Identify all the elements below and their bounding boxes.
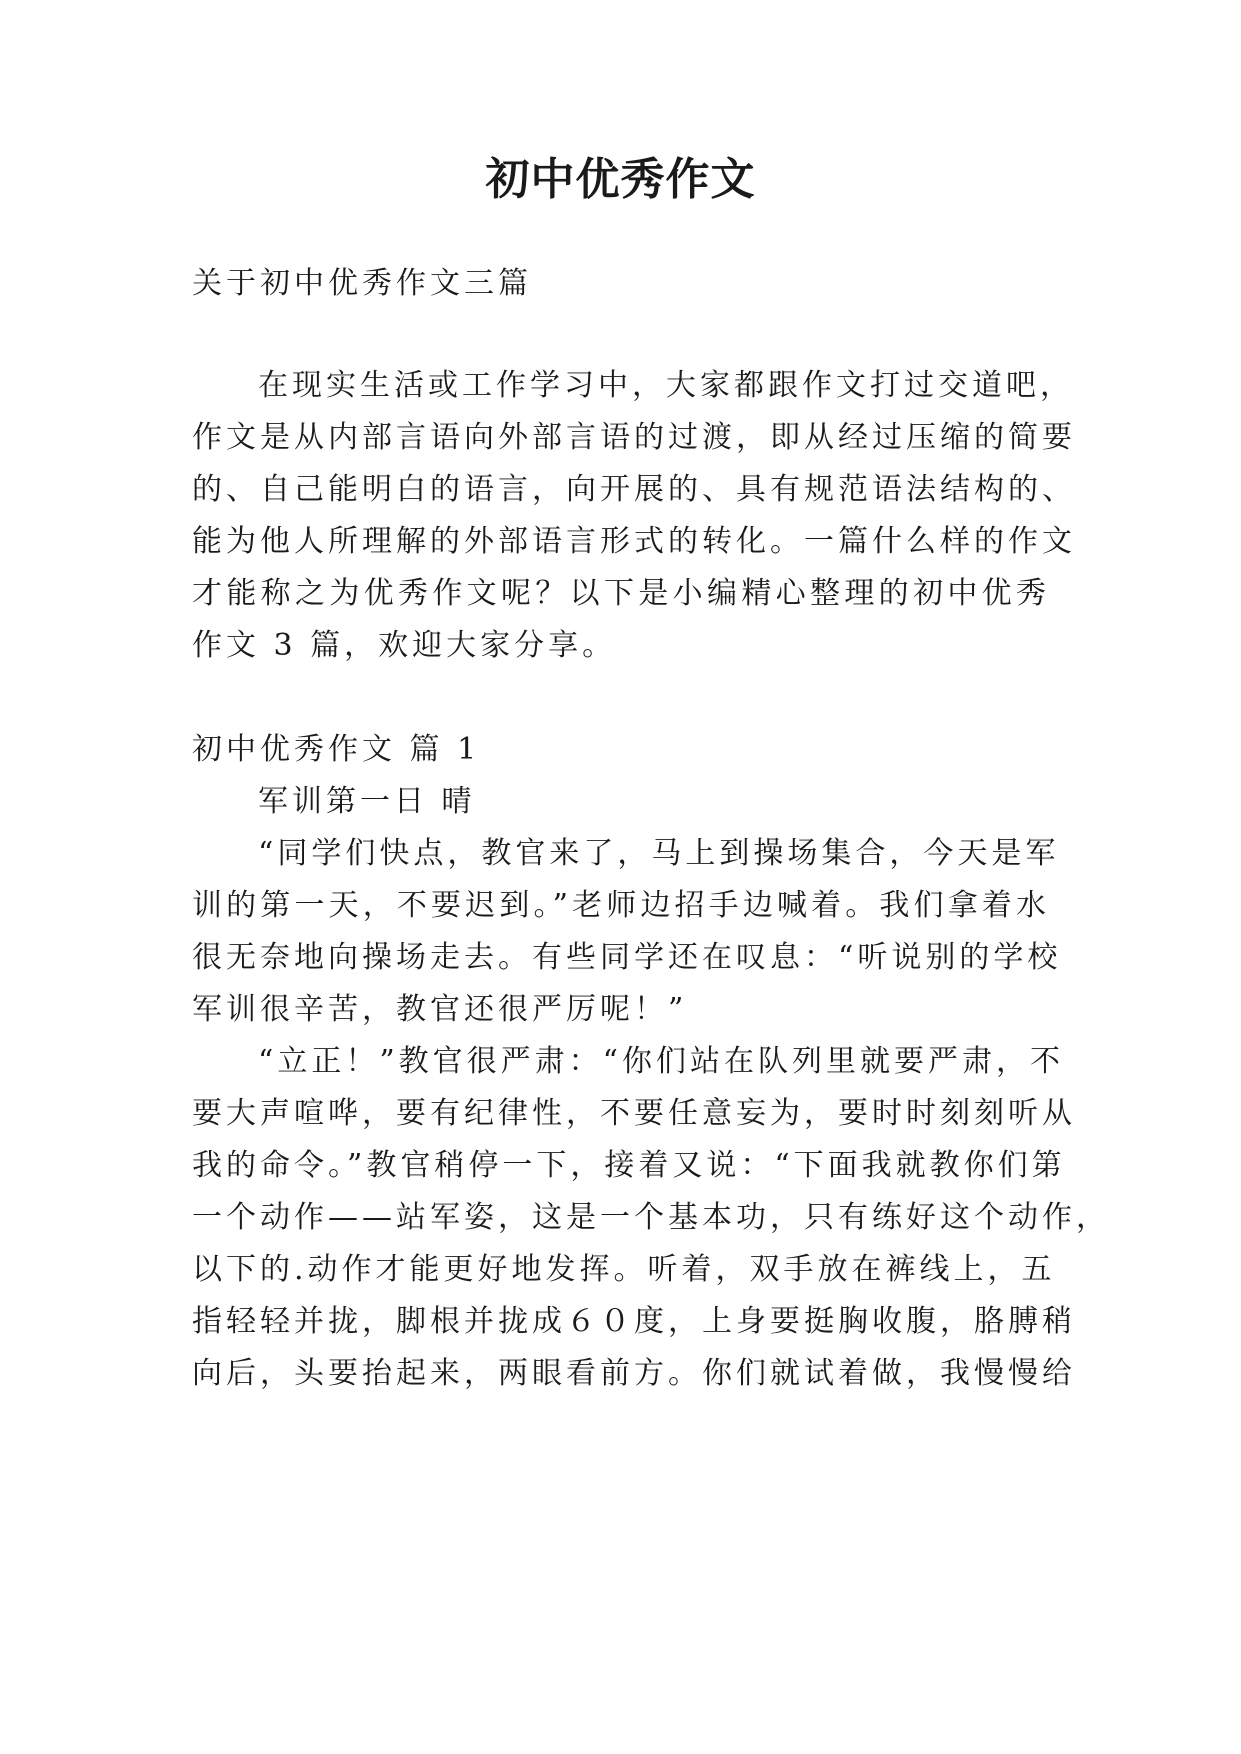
body-line: 很无奈地向操场走去。有些同学还在叹息：“听说别的学校 <box>192 940 1062 975</box>
intro-line: 在现实生活或工作学习中，大家都跟作文打过交道吧， <box>258 368 1074 403</box>
body-line: 向后，头要抬起来，两眼看前方。你们就试着做，我慢慢给 <box>192 1356 1076 1391</box>
section-heading: 初中优秀作文 篇 1 <box>192 732 481 767</box>
intro-line: 能为他人所理解的外部语言形式的转化。一篇什么样的作文 <box>192 524 1076 559</box>
body-line: 军训很辛苦，教官还很严厉呢！” <box>192 992 688 1027</box>
body-line: 训的第一天，不要迟到。”老师边招手边喊着。我们拿着水 <box>192 888 1050 923</box>
body-line: 要大声喧哗，要有纪律性，不要任意妄为，要时时刻刻听从 <box>192 1096 1076 1131</box>
document-subtitle: 关于初中优秀作文三篇 <box>192 266 532 301</box>
body-line: 我的命令。”教官稍停一下，接着又说：“下面我就教你们第 <box>192 1148 1066 1183</box>
intro-line: 的、自己能明白的语言，向开展的、具有规范语法结构的、 <box>192 472 1076 507</box>
body-line: 以下的.动作才能更好地发挥。听着，双手放在裤线上，五 <box>192 1252 1056 1287</box>
body-line: “立正！”教官很严肃：“你们站在队列里就要严肃，不 <box>258 1044 1065 1079</box>
body-line: “同学们快点，教官来了，马上到操场集合，今天是军 <box>258 836 1060 871</box>
essay-heading: 军训第一日 晴 <box>258 784 476 819</box>
document-title: 初中优秀作文 <box>485 154 756 205</box>
intro-line: 作文是从内部言语向外部言语的过渡，即从经过压缩的简要 <box>192 420 1076 455</box>
intro-line: 才能称之为优秀作文呢？以下是小编精心整理的初中优秀 <box>192 576 1050 611</box>
intro-line: 作文 3 篇，欢迎大家分享。 <box>192 628 617 663</box>
body-line: 指轻轻并拢，脚根并拢成６０度，上身要挺胸收腹，胳膊稍 <box>192 1304 1076 1339</box>
body-line: 一个动作——站军姿，这是一个基本功，只有练好这个动作， <box>192 1200 1110 1235</box>
